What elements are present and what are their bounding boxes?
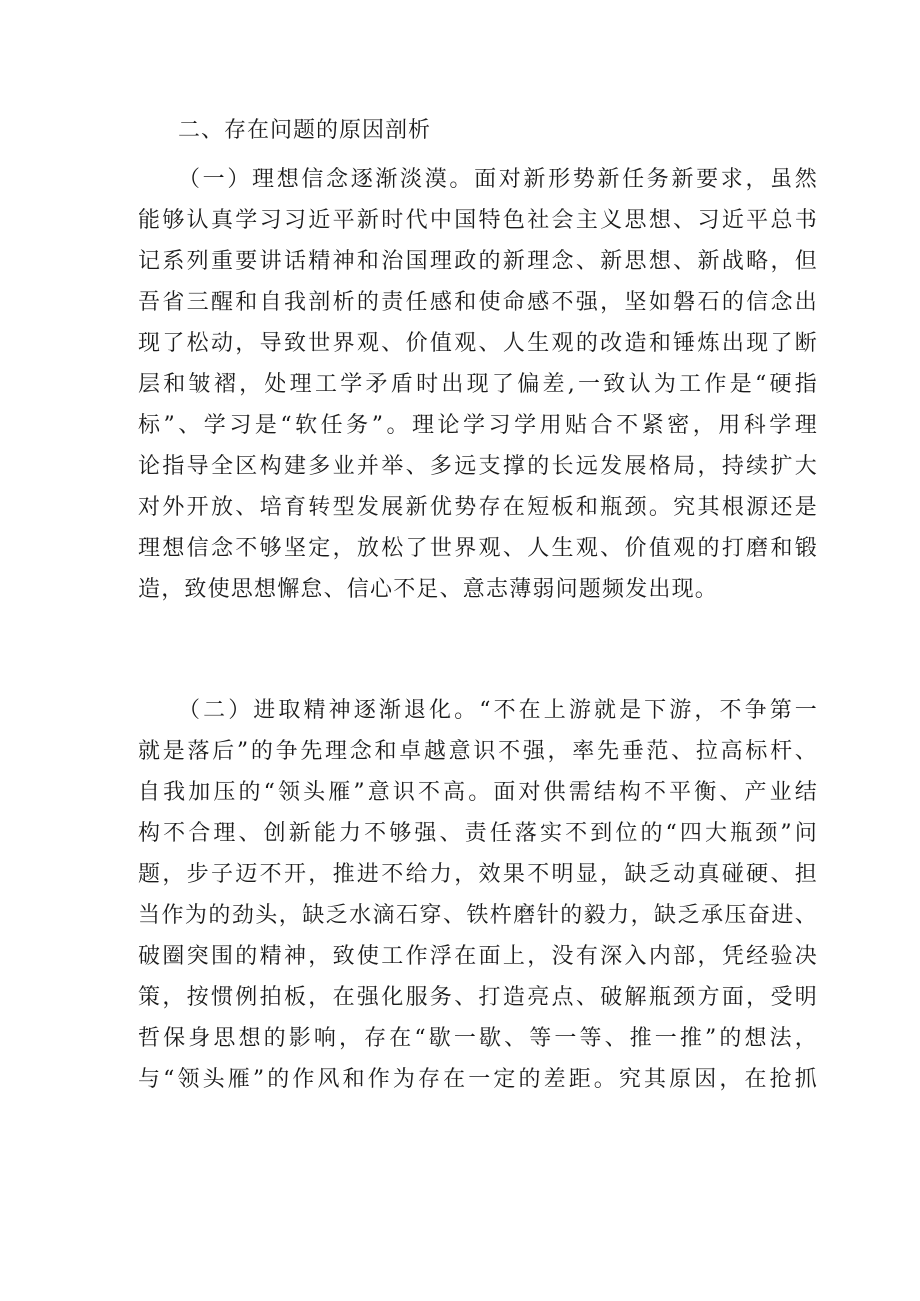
paragraph-line: 当作为的劲头，缺乏水滴石穿、铁杵磨针的毅力，缺乏承压奋进、	[138, 903, 818, 928]
paragraph-line: 策，按惯例拍板，在强化服务、打造亮点、破解瓶颈方面，受明	[138, 985, 818, 1010]
paragraph-line: 构不合理、创新能力不够强、责任落实不到位的“四大瓶颈”问	[138, 821, 818, 846]
paragraph-line: 能够认真学习习近平新时代中国特色社会主义思想、习近平总书	[138, 208, 818, 233]
paragraph-enterprising-spirit	[138, 690, 818, 1100]
paragraph-line: （一）理想信念逐渐淡漠。面对新形势新任务新要求，虽然	[178, 167, 818, 192]
paragraph-line: 理想信念不够坚定，放松了世界观、人生观、价值观的打磨和锻	[138, 536, 818, 561]
paragraph-line: 吾省三醒和自我剖析的责任感和使命感不强，坚如磐石的信念出	[138, 290, 818, 315]
paragraph-line: 现了松动，导致世界观、价值观、人生观的改造和锤炼出现了断	[138, 331, 818, 356]
paragraph-line: 标”、学习是“软任务”。理论学习学用贴合不紧密，用科学理	[138, 413, 818, 438]
section-heading: 二、存在问题的原因剖析	[178, 118, 432, 143]
paragraph-line: 论指导全区构建多业并举、多远支撑的长远发展格局，持续扩大	[138, 454, 818, 479]
paragraph-ideals	[138, 159, 818, 610]
paragraph-line: 题，步子迈不开，推进不给力，效果不明显，缺乏动真碰硬、担	[138, 862, 818, 887]
paragraph-line: 记系列重要讲话精神和治国理政的新理念、新思想、新战略，但	[138, 249, 818, 274]
paragraph-line: 对外开放、培育转型发展新优势存在短板和瓶颈。究其根源还是	[138, 495, 818, 520]
paragraph-line: 自我加压的“领头雁”意识不高。面对供需结构不平衡、产业结	[138, 780, 818, 805]
paragraph-line: 破圈突围的精神，致使工作浮在面上，没有深入内部，凭经验决	[138, 944, 818, 969]
paragraph-line: 与“领头雁”的作风和作为存在一定的差距。究其原因，在抢抓	[138, 1067, 818, 1092]
paragraph-line: 层和皱褶，处理工学矛盾时出现了偏差,一致认为工作是“硬指	[138, 372, 818, 397]
paragraph-line: （二）进取精神逐渐退化。“不在上游就是下游，不争第一	[178, 698, 818, 723]
paragraph-line: 就是落后”的争先理念和卓越意识不强，率先垂范、拉高标杆、	[138, 739, 818, 764]
paragraph-line: 造，致使思想懈怠、信心不足、意志薄弱问题频发出现。	[138, 577, 719, 602]
paragraph-line: 哲保身思想的影响，存在“歇一歇、等一等、推一推”的想法，	[138, 1026, 818, 1051]
